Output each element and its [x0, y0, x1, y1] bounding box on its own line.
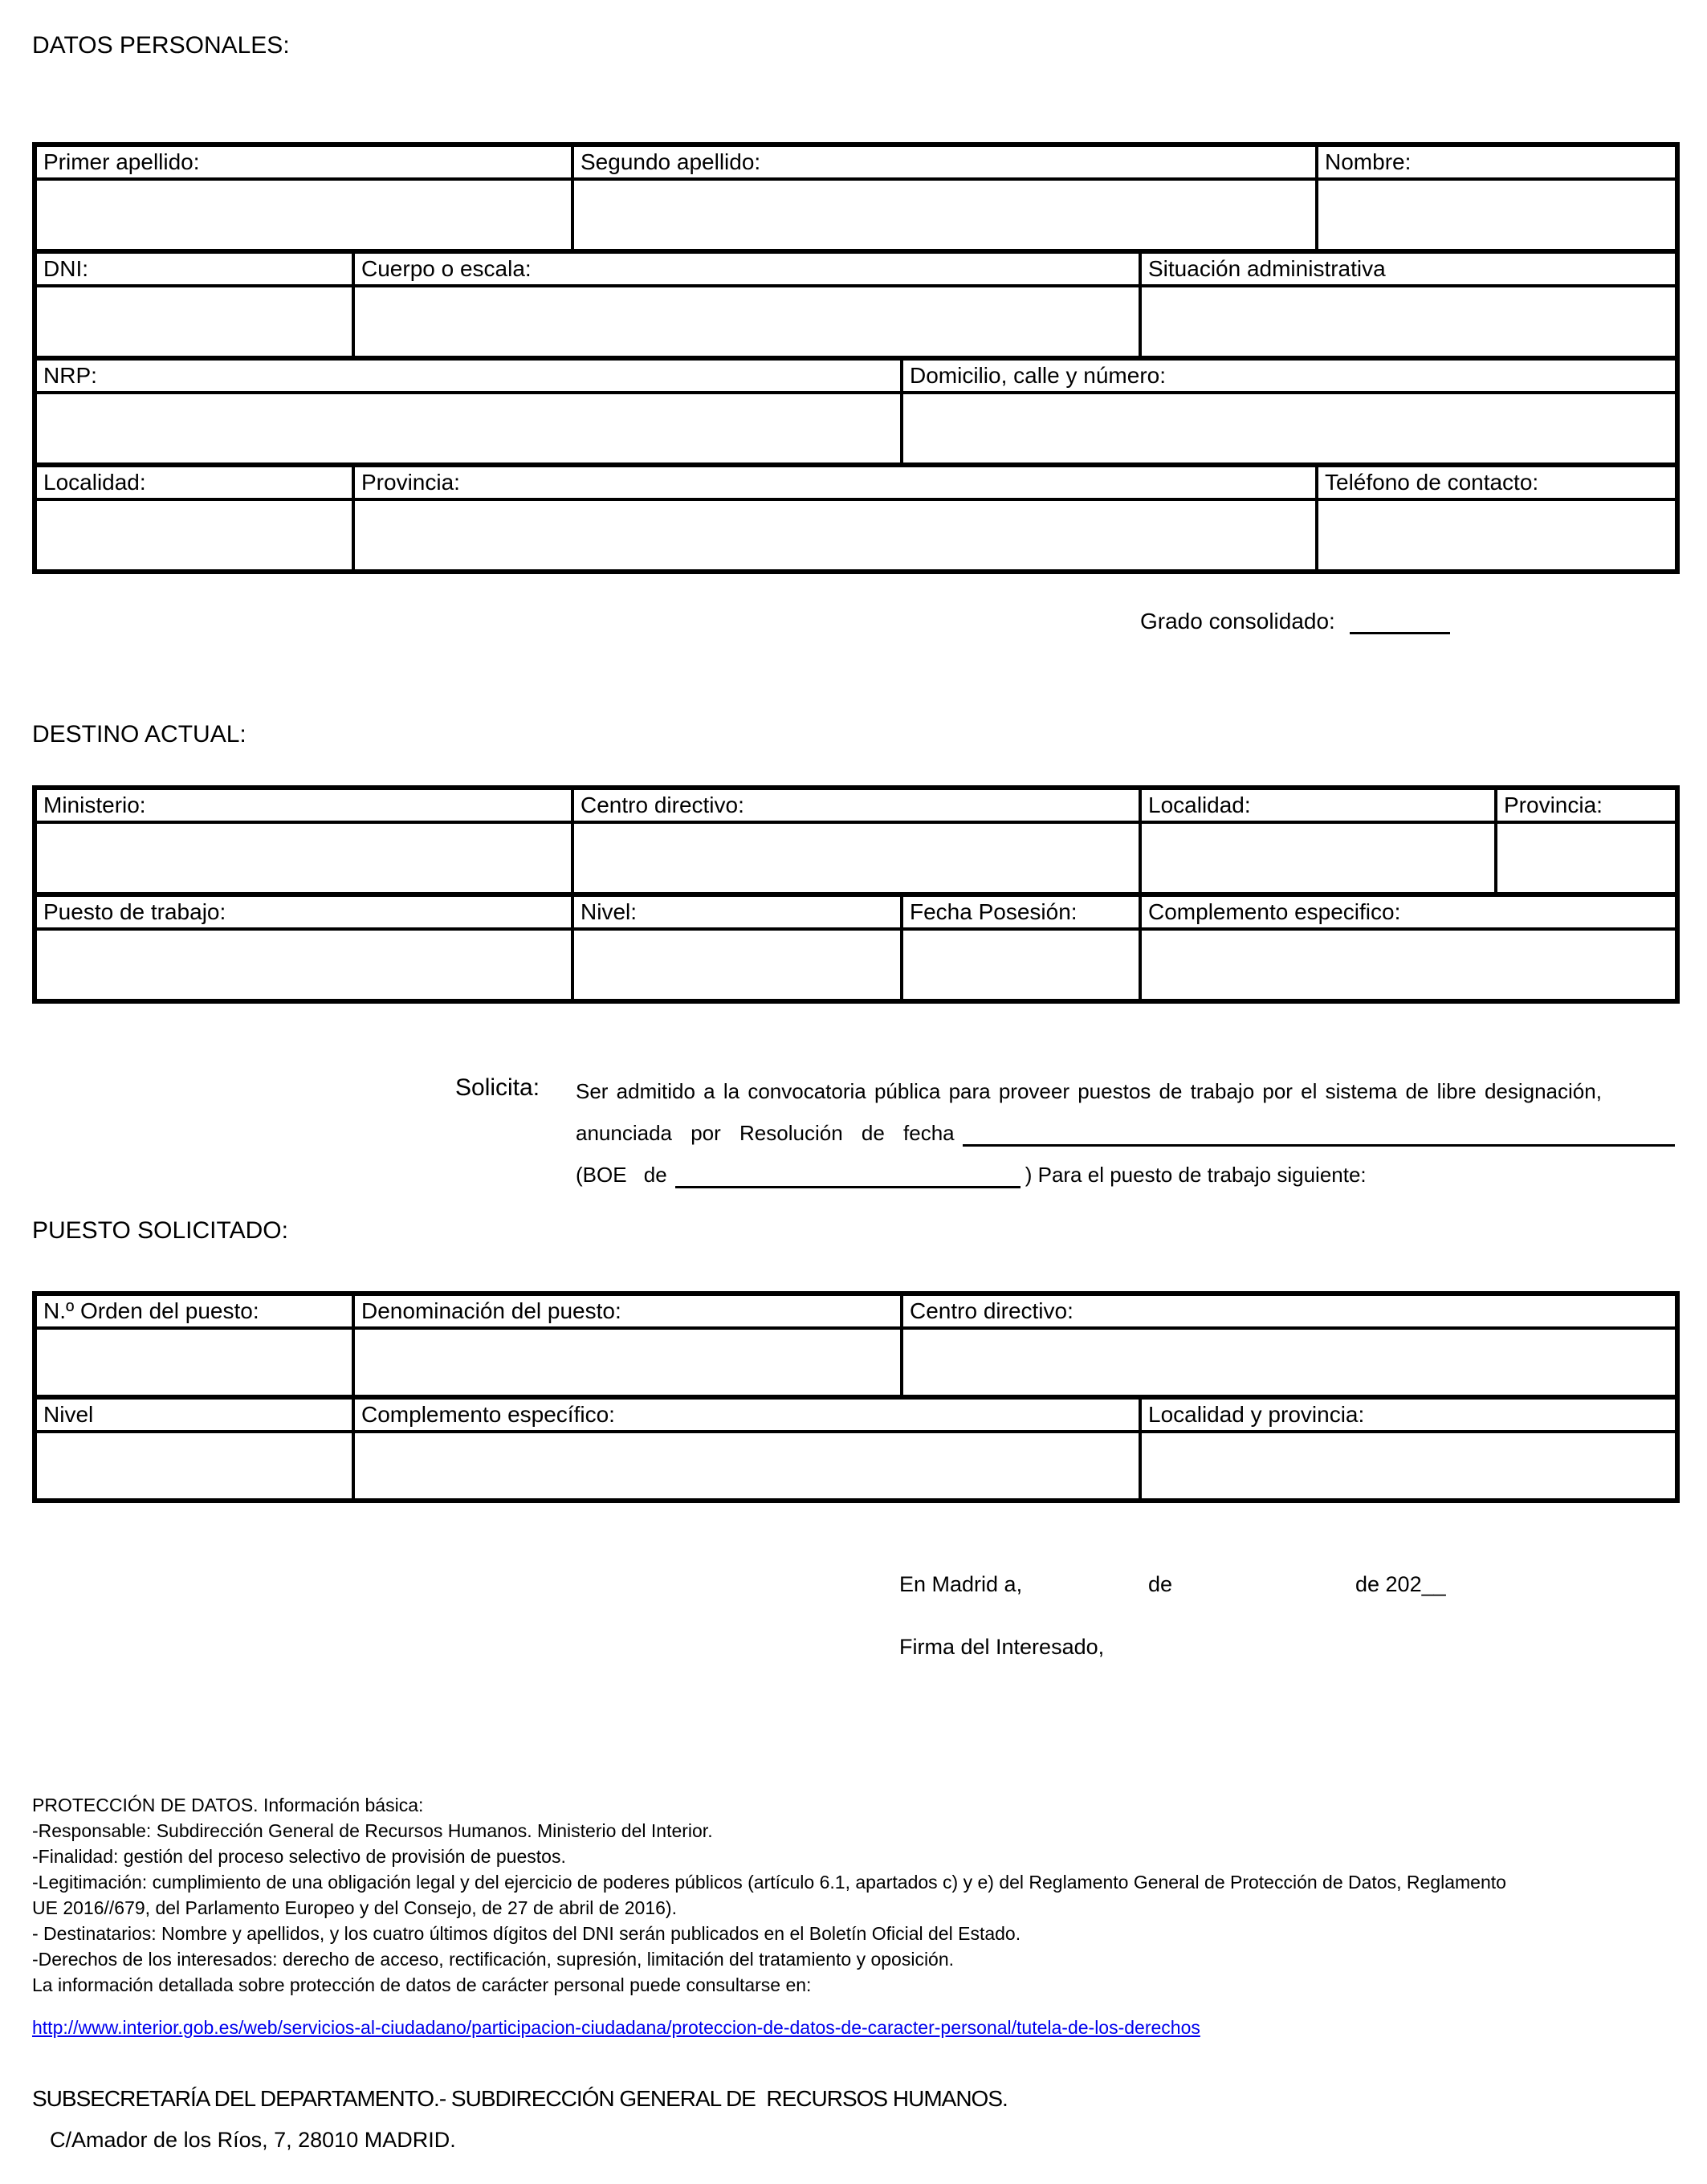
header-row	[35, 894, 1677, 929]
value-row	[35, 929, 1677, 1001]
localidad-label: Localidad:	[35, 465, 353, 499]
value-row	[35, 822, 1677, 894]
orden-puesto-label: N.º Orden del puesto:	[35, 1294, 353, 1328]
primer-apellido-value-cell	[35, 179, 572, 251]
cuerpo-escala-value-cell	[353, 286, 1140, 358]
solicitado-nivel-label: Nivel	[35, 1397, 353, 1432]
value-row	[35, 1328, 1677, 1397]
solicitado-centro-directivo-value-cell	[902, 1328, 1677, 1397]
boe-blank-line	[675, 1165, 1021, 1188]
destino-localidad-value-cell	[1140, 822, 1496, 894]
segundo-apellido-value-cell	[572, 179, 1317, 251]
puesto-solicitado-table	[32, 1291, 1680, 1503]
solicita-line1: Ser admitido a la convocatoria pública para proveer puestos de trabajo por el sistema de libre designación,	[576, 1079, 1602, 1103]
solicitado-localidad-provincia-value-cell	[1140, 1432, 1677, 1501]
grado-consolidado-blank-line	[1350, 609, 1450, 634]
protection-title: PROTECCIÓN DE DATOS. Información básica:	[32, 1795, 424, 1815]
protection-url-link[interactable]: http://www.interior.gob.es/web/servicios-al-ciudadano/participacion-ciudadana/proteccion-de-datos-de-caracter-personal/tutela-de-los-derechos	[32, 2017, 1200, 2038]
puesto-trabajo-value-cell	[35, 929, 572, 1001]
boe-suffix: ) Para el puesto de trabajo siguiente:	[1025, 1163, 1367, 1187]
protection-legitimacion-line1: -Legitimación: cumplimiento de una obligación legal y del ejercicio de poderes públicos (artículo 6.1, apartados c) y e) del Reglamento General de Protección de Datos, Reglamento	[32, 1872, 1506, 1893]
destino-actual-table	[32, 785, 1680, 1004]
protection-finalidad: -Finalidad: gestión del proceso selectivo de provisión de puestos.	[32, 1846, 566, 1867]
section-title-datos-personales: DATOS PERSONALES:	[32, 32, 290, 59]
value-row	[35, 179, 1677, 251]
date-year-text: de 202__	[1355, 1572, 1446, 1596]
situacion-administrativa-label: Situación administrativa	[1140, 251, 1677, 286]
provincia-value-cell	[353, 499, 1317, 572]
value-row	[35, 1432, 1677, 1501]
dni-value-cell	[35, 286, 353, 358]
telefono-value-cell	[1317, 499, 1677, 572]
value-row	[35, 393, 1677, 465]
fecha-blank-line	[963, 1123, 1675, 1147]
localidad-value-cell	[35, 499, 353, 572]
grado-consolidado-line	[1140, 609, 1450, 634]
protection-legitimacion-line2: UE 2016//679, del Parlamento Europeo y del Consejo, de 27 de abril de 2016).	[32, 1897, 677, 1918]
nrp-label: NRP:	[35, 358, 902, 393]
cuerpo-escala-label: Cuerpo o escala:	[353, 251, 1140, 286]
value-row	[35, 499, 1677, 572]
ministerio-label: Ministerio:	[35, 788, 572, 822]
header-row	[35, 465, 1677, 499]
header-row	[35, 358, 1677, 393]
datos-personales-table	[32, 142, 1680, 574]
header-row	[35, 251, 1677, 286]
situacion-administrativa-value-cell	[1140, 286, 1677, 358]
solicitado-localidad-provincia-label: Localidad y provincia:	[1140, 1397, 1677, 1432]
protection-responsable: -Responsable: Subdirección General de Recursos Humanos. Ministerio del Interior.	[32, 1820, 713, 1841]
nivel-label: Nivel:	[572, 894, 902, 929]
domicilio-value-cell	[902, 393, 1677, 465]
nombre-value-cell	[1317, 179, 1677, 251]
segundo-apellido-label: Segundo apellido:	[572, 145, 1317, 179]
solicitado-nivel-value-cell	[35, 1432, 353, 1501]
dni-label: DNI:	[35, 251, 353, 286]
destino-localidad-label: Localidad:	[1140, 788, 1496, 822]
fecha-posesion-value-cell	[902, 929, 1140, 1001]
primer-apellido-label: Primer apellido:	[35, 145, 572, 179]
header-row	[35, 1294, 1677, 1328]
solicita-label: Solicita:	[455, 1074, 540, 1101]
centro-directivo-value-cell	[572, 822, 1140, 894]
data-protection-block	[32, 1792, 1682, 1998]
section-title-destino-actual: DESTINO ACTUAL:	[32, 721, 246, 748]
footer-address-line: C/Amador de los Ríos, 7, 28010 MADRID.	[50, 2128, 456, 2152]
boe-prefix: (BOE de	[576, 1163, 667, 1187]
protection-link-line	[32, 2017, 1200, 2039]
value-row	[35, 286, 1677, 358]
denominacion-puesto-value-cell	[353, 1328, 902, 1397]
protection-destinatarios: - Destinatarios: Nombre y apellidos, y los cuatro últimos dígitos del DNI serán publicados en el Boletín Oficial del Estado.	[32, 1923, 1021, 1944]
solicita-line2-text: anunciada por Resolución de fecha	[576, 1121, 955, 1145]
header-row	[35, 145, 1677, 179]
signature-label: Firma del Interesado,	[899, 1635, 1105, 1659]
protection-derechos: -Derechos de los interesados: derecho de acceso, rectificación, supresión, limitación del tratamiento y oposición.	[32, 1949, 955, 1970]
nivel-value-cell	[572, 929, 902, 1001]
complemento-especifico-label: Complemento especifico:	[1140, 894, 1677, 929]
puesto-trabajo-label: Puesto de trabajo:	[35, 894, 572, 929]
solicita-line3	[576, 1161, 1675, 1188]
footer-department-line: SUBSECRETARÍA DEL DEPARTAMENTO.- SUBDIRECCIÓN GENERAL DE RECURSOS HUMANOS.	[32, 2086, 1008, 2111]
ministerio-value-cell	[35, 822, 572, 894]
destino-provincia-value-cell	[1496, 822, 1677, 894]
domicilio-label: Domicilio, calle y número:	[902, 358, 1677, 393]
destino-provincia-label: Provincia:	[1496, 788, 1677, 822]
denominacion-puesto-label: Denominación del puesto:	[353, 1294, 902, 1328]
fecha-posesion-label: Fecha Posesión:	[902, 894, 1140, 929]
nrp-value-cell	[35, 393, 902, 465]
orden-puesto-value-cell	[35, 1328, 353, 1397]
centro-directivo-label: Centro directivo:	[572, 788, 1140, 822]
date-place-text: En Madrid a,	[899, 1572, 1023, 1596]
solicita-line2	[576, 1119, 1675, 1147]
complemento-especifico-value-cell	[1140, 929, 1677, 1001]
solicitado-centro-directivo-label: Centro directivo:	[902, 1294, 1677, 1328]
solicitado-complemento-value-cell	[353, 1432, 1140, 1501]
protection-info: La información detallada sobre protección de datos de carácter personal puede consultarse en:	[32, 1974, 812, 1995]
solicitado-complemento-label: Complemento específico:	[353, 1397, 1140, 1432]
date-de-text: de	[1148, 1572, 1173, 1596]
section-title-puesto-solicitado: PUESTO SOLICITADO:	[32, 1217, 288, 1244]
nombre-label: Nombre:	[1317, 145, 1677, 179]
header-row	[35, 1397, 1677, 1432]
header-row	[35, 788, 1677, 822]
grado-consolidado-label: Grado consolidado:	[1140, 609, 1335, 634]
telefono-label: Teléfono de contacto:	[1317, 465, 1677, 499]
provincia-label: Provincia:	[353, 465, 1317, 499]
